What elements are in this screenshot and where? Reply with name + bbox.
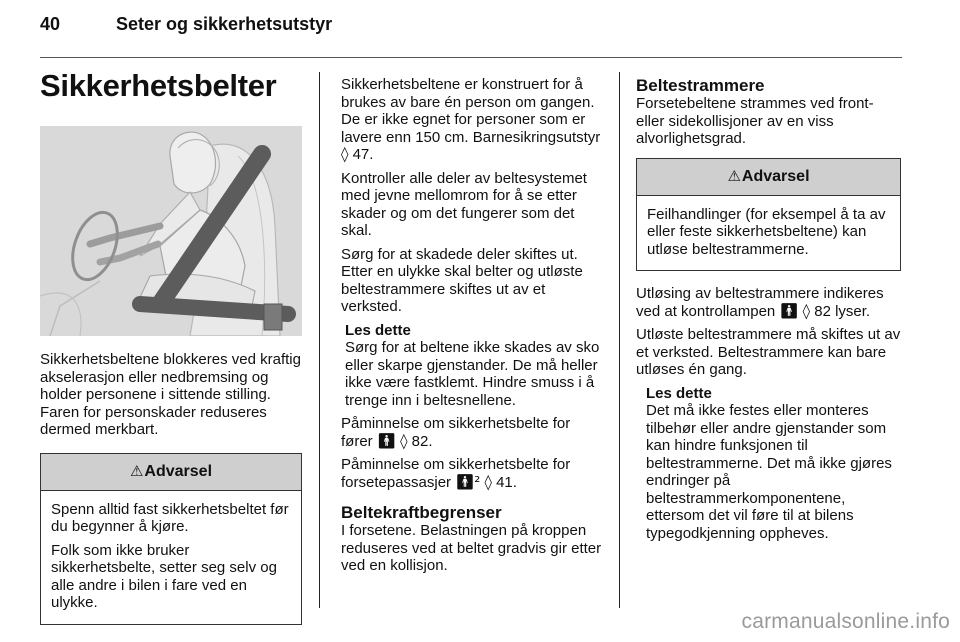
- warning-heading: Advarsel: [144, 462, 213, 480]
- seatbelt-driver-icon: 🚹︎: [376, 431, 396, 450]
- paragraph: Sikkerhetsbeltene er konstruert for å brukes av bare én person om gangen. De er ikke egnet for personer som er lavere enn 150 cm. Barnesikringsutstyr ◊ 47.: [341, 76, 601, 163]
- paragraph: Sørg for at skadede deler skiftes ut. Etter en ulykke skal belter og utløste beltestrammere skiftes ut av et verksted.: [341, 245, 583, 315]
- note-text: Sørg for at beltene ikke skades av sko eller skarpe gjenstander. De må heller ikke være fastklemt. Hindre smuss i å trenge inn i beltesnellene.: [345, 339, 600, 409]
- warning-icon: ⚠: [129, 462, 144, 480]
- warning-box-2: [636, 158, 901, 272]
- seatbelt-illustration: [40, 126, 302, 336]
- paragraph: Påminnelse om sikkerhetsbelte for fører 🚹︎ ◊ 82.: [341, 415, 571, 450]
- warning-line: Feilhandlinger (for eksempel å ta av eller feste sikkerhetsbeltene) kan utløse beltestrammerne.: [647, 205, 886, 258]
- reference-icon: ◊: [484, 472, 492, 491]
- paragraph: Påminnelse om sikkerhetsbelte for forsetepassasjer 🚹︎² ◊ 41.: [341, 456, 571, 491]
- warning-line: Spenn alltid fast sikkerhetsbeltet før du begynner å kjøre.: [51, 500, 289, 535]
- page-number: 40: [40, 14, 61, 34]
- column-1: [40, 351, 306, 625]
- column-3: [636, 76, 904, 548]
- note-title: Les dette: [345, 321, 411, 339]
- header-rule: [40, 57, 902, 58]
- reference-icon: ◊: [400, 431, 408, 450]
- paragraph: Forsetebeltene strammes ved front- eller sidekollisjoner av en viss alvorlighetsgrad.: [636, 95, 874, 147]
- warning-icon: ⚠: [727, 167, 741, 185]
- note-block: [636, 385, 904, 543]
- column-divider-2: [619, 72, 620, 608]
- watermark: carmanualsonline.info: [741, 610, 950, 633]
- column-divider-1: [319, 72, 320, 608]
- warning-line: Folk som ikke bruker sikkerhetsbelte, setter seg selv og alle andre i bilen i fare ved en ulykke.: [51, 541, 277, 611]
- warning-body: [637, 196, 900, 271]
- warning-header: [41, 454, 301, 491]
- note-text: Det må ikke festes eller monteres tilbehør eller andre gjenstander som kan hindre funksjonen til beltestrammerne. Det må ikke gjøres endringer på beltestrammerkomponentene, ettersom det vil føre til at bilens typegodkjenning oppheves.: [646, 402, 892, 542]
- warning-header: [637, 159, 900, 196]
- warning-heading: Advarsel: [741, 167, 810, 185]
- column-2: [341, 76, 606, 581]
- reference-icon: ◊: [341, 145, 349, 163]
- warning-body: [41, 491, 301, 624]
- section-heading: Beltekraftbegrenser: [341, 503, 502, 522]
- airbag-warning-icon: 🚹︎: [779, 301, 799, 320]
- paragraph: Utløsing av beltestrammere indikeres ved at kontrollampen 🚹︎ ◊ 82 lyser.: [636, 285, 884, 320]
- intro-paragraph: Sikkerhetsbeltene blokkeres ved kraftig akselerasjon eller nedbremsing og holder personene i sittende stilling. Faren for personskader reduseres dermed merkbart.: [40, 351, 301, 438]
- paragraph: I forsetene. Belastningen på kroppen reduseres ved at beltet gradvis gir etter ved en kollisjon.: [341, 522, 602, 574]
- reference-icon: ◊: [802, 301, 811, 320]
- paragraph: Kontroller alle deler av beltesystemet med jevne mellomrom for å se etter skader og om det fungerer som det skal.: [341, 169, 587, 239]
- note-block: [341, 322, 606, 410]
- paragraph: Utløste beltestrammere må skiftes ut av et verksted. Beltestrammere kan bare utløses én gang.: [636, 326, 901, 378]
- page-title: Sikkerhetsbelter: [40, 68, 277, 103]
- section-title: Seter og sikkerhetsutstyr: [116, 14, 333, 34]
- note-title: Les dette: [646, 384, 712, 402]
- warning-box-1: [40, 453, 302, 625]
- seatbelt-passenger-icon: 🚹︎²: [455, 472, 481, 491]
- section-heading: Beltestrammere: [636, 76, 765, 95]
